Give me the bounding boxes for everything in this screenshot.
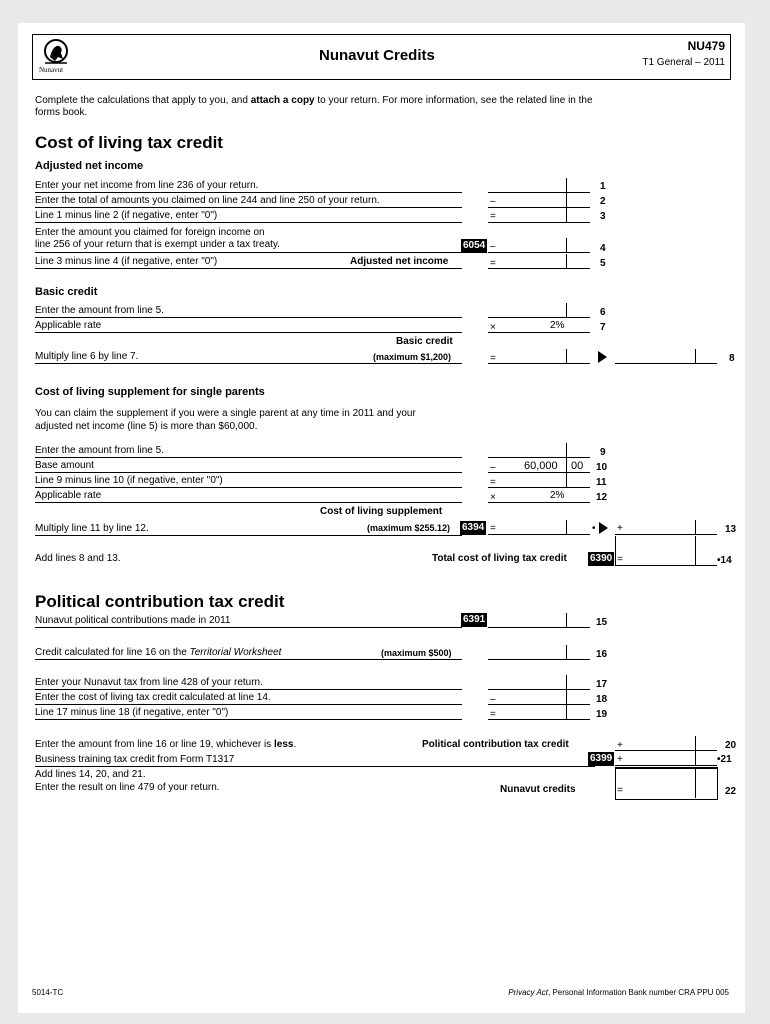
arrow-right-icon	[598, 351, 607, 363]
line14-field[interactable]	[615, 551, 717, 566]
line13-field[interactable]	[615, 520, 717, 535]
rule	[35, 268, 462, 269]
cents-divider	[566, 473, 567, 488]
line11-label: Line 9 minus line 10 (if negative, enter "0")	[35, 475, 223, 486]
line-number-10: 10	[596, 462, 608, 473]
intro-post: to your return. For more information, see the related line in the	[314, 95, 593, 106]
line16-pre: Credit calculated for line 16 on the	[35, 647, 190, 658]
minus-sign: –	[490, 462, 496, 473]
basic-credit-label: Basic credit	[396, 336, 453, 347]
arrow-right-icon	[599, 522, 608, 534]
rule	[35, 627, 462, 628]
line-number-9: 9	[600, 447, 606, 458]
line6-field[interactable]	[488, 303, 590, 318]
line22-field[interactable]	[615, 767, 718, 800]
cents-divider	[566, 238, 567, 253]
cents-divider	[566, 645, 567, 660]
cents-divider	[566, 193, 567, 208]
form-title: Nunavut Credits	[319, 47, 435, 64]
privacy-act-ref: Privacy Act	[508, 988, 549, 997]
line2-label: Enter the total of amounts you claimed on line 244 and line 250 of your return.	[35, 195, 380, 206]
line22-label-b: Enter the result on line 479 of your return.	[35, 782, 220, 793]
line8-label: Multiply line 6 by line 7.	[35, 351, 139, 362]
equals-sign: =	[490, 353, 496, 364]
cents-divider	[566, 178, 567, 193]
line5-label: Line 3 minus line 4 (if negative, enter "0")	[35, 256, 218, 267]
cents-divider	[566, 443, 567, 458]
code-6399: 6399	[590, 753, 613, 764]
rule	[35, 659, 462, 660]
cents-divider	[566, 690, 567, 705]
cents-divider	[566, 520, 567, 535]
basic-credit-heading: Basic credit	[35, 286, 98, 298]
form-header	[32, 34, 731, 80]
cents-divider	[695, 536, 696, 566]
line1-label: Enter your net income from line 236 of your return.	[35, 180, 259, 191]
line12-field	[488, 488, 590, 503]
equals-sign: =	[490, 523, 496, 534]
equals-sign: =	[617, 785, 623, 796]
line11-field[interactable]	[488, 473, 590, 488]
equals-sign: =	[617, 554, 623, 565]
cents-divider	[566, 458, 567, 473]
cents-divider	[566, 349, 567, 364]
plus-sign: +	[617, 754, 623, 765]
rule	[35, 222, 462, 223]
section-cost-of-living-title: Cost of living tax credit	[35, 133, 223, 152]
rule	[35, 317, 462, 318]
line13-label: Multiply line 11 by line 12.	[35, 523, 149, 534]
line-number-17: 17	[596, 679, 608, 690]
line9-field[interactable]	[488, 443, 590, 458]
supplement-note-1: You can claim the supplement if you were a single parent at any time in 2011 and your	[35, 408, 416, 419]
line-number-14: •14	[717, 555, 732, 566]
line-number-21: •21	[717, 754, 732, 765]
supplement-label: Cost of living supplement	[320, 506, 443, 517]
line20-post: .	[293, 739, 297, 750]
line4-label-b: line 256 of your return that is exempt under a tax treaty.	[35, 239, 280, 250]
line19-field[interactable]	[488, 705, 590, 720]
cents-divider	[566, 613, 567, 628]
line20-less: less	[274, 739, 294, 750]
adjusted-net-income-heading: Adjusted net income	[35, 160, 144, 172]
base-amount-cents: 00	[571, 460, 584, 472]
footer-form-id: 5014-TC	[32, 988, 64, 997]
line-number-1: 1	[600, 181, 606, 192]
line20-label	[35, 739, 296, 751]
line21-label: Business training tax credit from Form T1317	[35, 754, 235, 765]
minus-sign: –	[490, 241, 496, 252]
code-6394: 6394	[462, 522, 485, 533]
line16-field[interactable]	[488, 645, 590, 660]
times-sign: ×	[490, 492, 496, 503]
minus-sign: –	[490, 196, 496, 207]
line-number-4: 4	[600, 243, 606, 254]
code-6054: 6054	[463, 240, 486, 251]
line16-max: (maximum $500)	[381, 648, 452, 658]
cents-divider	[566, 208, 567, 223]
form-code: NU479	[687, 39, 725, 53]
basic-credit-max: (maximum $1,200)	[373, 352, 452, 362]
rule	[35, 472, 462, 473]
line4-label-a: Enter the amount you claimed for foreign income on	[35, 227, 265, 238]
line17-field[interactable]	[488, 675, 590, 690]
line15-field[interactable]	[488, 613, 590, 628]
line-number-8: 8	[729, 353, 735, 364]
line12-rate: 2%	[550, 490, 565, 501]
line5-field[interactable]	[488, 254, 590, 269]
total-cost-of-living-label: Total cost of living tax credit	[432, 553, 567, 564]
line13-working-field[interactable]	[488, 520, 590, 535]
supplement-heading: Cost of living supplement for single parents	[35, 386, 265, 398]
equals-sign: =	[490, 211, 496, 222]
rule	[35, 487, 462, 488]
line8-field[interactable]	[615, 349, 717, 364]
equals-sign: =	[490, 709, 496, 720]
line6-label: Enter the amount from line 5.	[35, 305, 164, 316]
cents-divider	[695, 736, 696, 751]
footer-privacy	[508, 987, 729, 999]
line-number-16: 16	[596, 649, 608, 660]
rule	[35, 363, 462, 364]
adjusted-net-income-label: Adjusted net income	[350, 256, 449, 267]
times-sign: ×	[490, 322, 496, 333]
rule	[35, 766, 595, 767]
line-number-2: 2	[600, 196, 606, 207]
bullet-mark: •	[592, 523, 596, 534]
line-number-7: 7	[600, 322, 606, 333]
rule	[35, 252, 462, 253]
intro-pre: Complete the calculations that apply to you, and	[35, 95, 251, 106]
line20-pre: Enter the amount from line 16 or line 19, whichever is	[35, 739, 275, 750]
cents-divider	[695, 520, 696, 535]
line15-label: Nunavut political contributions made in 2011	[35, 615, 231, 626]
box-divider	[615, 536, 616, 566]
line14-label: Add lines 8 and 13.	[35, 553, 121, 564]
minus-sign: –	[490, 694, 496, 705]
line9-label: Enter the amount from line 5.	[35, 445, 164, 456]
nunavut-credits-label: Nunavut credits	[500, 784, 576, 795]
rule	[35, 502, 462, 503]
line-number-19: 19	[596, 709, 608, 720]
line2-field[interactable]	[488, 193, 590, 208]
intro-bold: attach a copy	[250, 95, 315, 106]
rule	[35, 332, 462, 333]
logo-text: Nunavut	[39, 66, 64, 74]
rule	[35, 192, 462, 193]
line19-label: Line 17 minus line 18 (if negative, enter "0")	[35, 707, 229, 718]
code-6391: 6391	[463, 614, 486, 625]
equals-sign: =	[490, 258, 496, 269]
line16-label	[35, 647, 281, 659]
line18-field[interactable]	[488, 690, 590, 705]
line3-label: Line 1 minus line 2 (if negative, enter "0")	[35, 210, 218, 221]
plus-sign: +	[617, 740, 623, 751]
line3-field[interactable]	[488, 208, 590, 223]
intro-text	[35, 95, 593, 107]
line7-label: Applicable rate	[35, 320, 102, 331]
nunavut-logo	[39, 37, 73, 77]
line1-field[interactable]	[488, 178, 590, 193]
line8-working-field[interactable]	[488, 349, 590, 364]
rule	[35, 535, 462, 536]
footer-privacy-text: , Personal Information Bank number CRA PPU 005	[548, 988, 729, 997]
cents-divider	[566, 303, 567, 318]
line4-field[interactable]	[488, 238, 590, 253]
line-number-6: 6	[600, 307, 606, 318]
cents-divider	[695, 751, 696, 766]
cents-divider	[566, 675, 567, 690]
territorial-worksheet-ref: Territorial Worksheet	[189, 647, 282, 658]
plus-sign: +	[617, 523, 623, 534]
line-number-11: 11	[596, 477, 607, 488]
form-subtitle: T1 General – 2011	[642, 57, 725, 68]
line21-field[interactable]	[615, 751, 717, 766]
rule	[35, 704, 462, 705]
supplement-note-2: adjusted net income (line 5) is more than $60,000.	[35, 421, 258, 432]
code-6390: 6390	[590, 553, 613, 564]
line-number-3: 3	[600, 211, 606, 222]
line12-label: Applicable rate	[35, 490, 102, 501]
line7-field	[488, 318, 590, 333]
line17-label: Enter your Nunavut tax from line 428 of your return.	[35, 677, 263, 688]
line22-label-a: Add lines 14, 20, and 21.	[35, 769, 146, 780]
political-credit-label: Political contribution tax credit	[422, 739, 569, 750]
line-number-22: 22	[725, 786, 737, 797]
supplement-max: (maximum $255.12)	[367, 523, 451, 533]
intro-text-line2: forms book.	[35, 107, 88, 118]
line18-label: Enter the cost of living tax credit calculated at line 14.	[35, 692, 271, 703]
line-number-12: 12	[596, 492, 608, 503]
cents-divider	[695, 349, 696, 364]
line20-field[interactable]	[615, 736, 717, 751]
cents-divider	[566, 705, 567, 720]
base-amount-dollars: 60,000	[524, 460, 558, 472]
section-political-title: Political contribution tax credit	[35, 592, 285, 611]
rule	[35, 689, 462, 690]
rule	[35, 457, 462, 458]
rule	[35, 207, 462, 208]
equals-sign: =	[490, 477, 496, 488]
line-number-5: 5	[600, 258, 606, 269]
cents-divider	[695, 767, 696, 798]
cents-divider	[566, 254, 567, 269]
line-number-13: 13	[725, 524, 737, 535]
line7-rate: 2%	[550, 320, 565, 331]
line-number-18: 18	[596, 694, 608, 705]
line-number-15: 15	[596, 617, 608, 628]
line-number-20: 20	[725, 740, 737, 751]
rule	[35, 719, 462, 720]
form-page	[18, 23, 745, 1013]
line10-label: Base amount	[35, 460, 94, 471]
